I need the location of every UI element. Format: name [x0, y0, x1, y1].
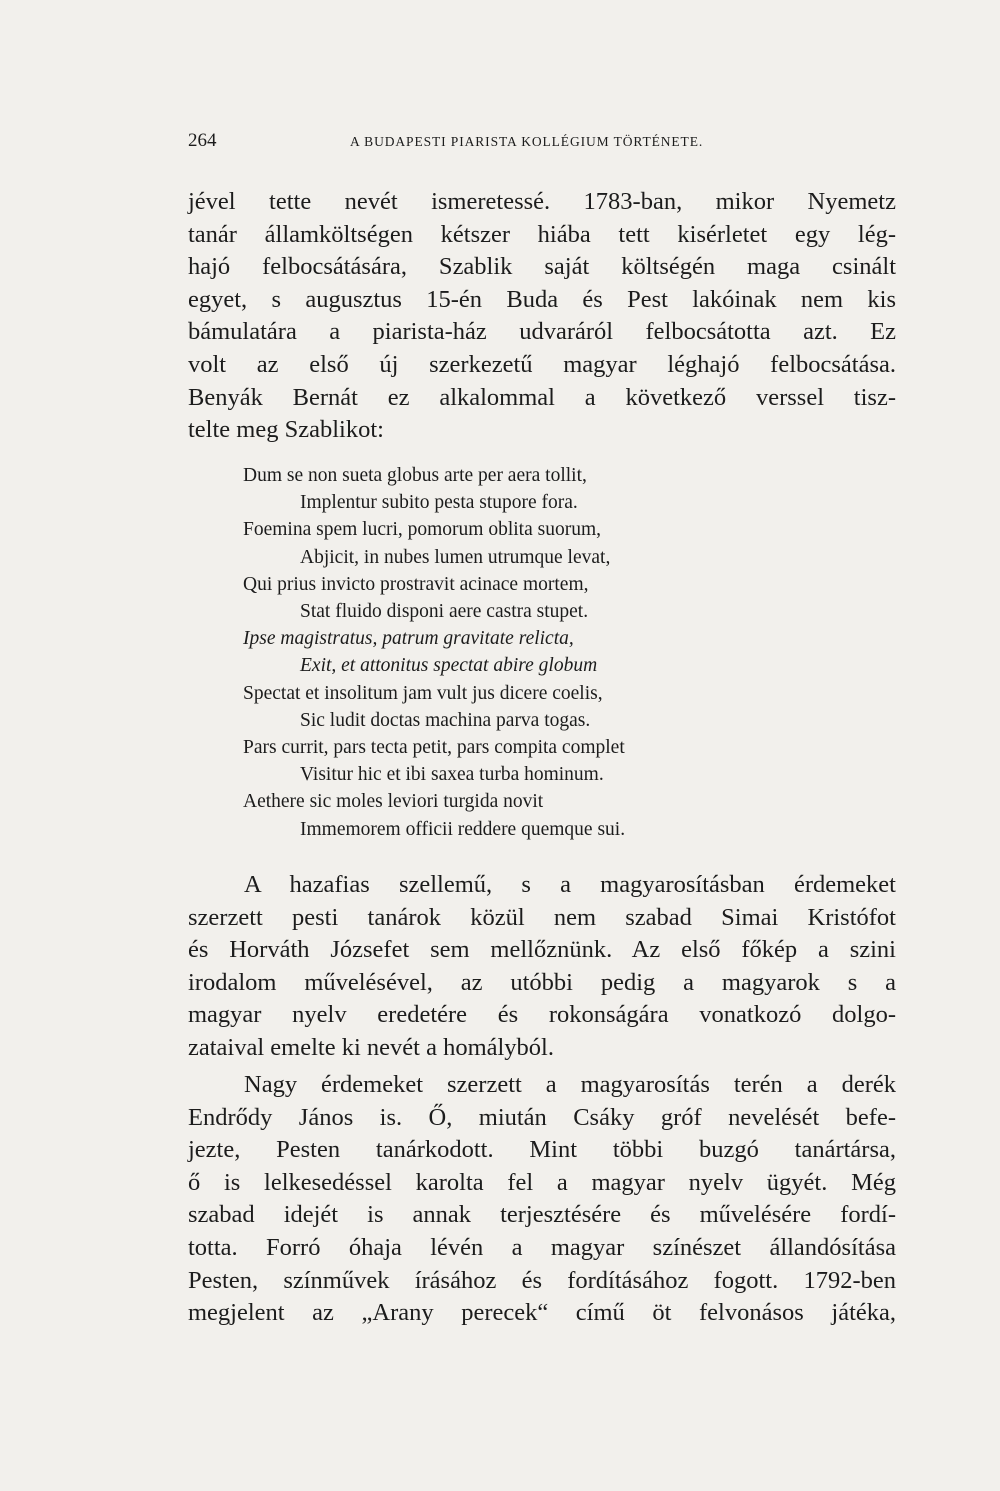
poem-line: Ipse magistratus, patrum gravitate relicta,	[243, 628, 574, 650]
text-line: Nagy érdemeket szerzett a magyarosítás terén a derék	[244, 1071, 896, 1098]
poem-line: Qui prius invicto prostravit acinace mortem,	[243, 573, 589, 595]
running-title: A BUDAPESTI PIARISTA KOLLÉGIUM TÖRTÉNETE.	[350, 134, 704, 149]
poem-line: Exit, et attonitus spectat abire globum	[300, 655, 598, 677]
text-line: szerzett pesti tanárok közül nem szabad Simai Kristófot	[188, 903, 896, 931]
text-line: ő is lelkesedéssel karolta fel a magyar nyelv ügyét. Még	[188, 1168, 896, 1196]
text-line: jével tette nevét ismeretessé. 1783-ban, mikor Nyemetz	[188, 188, 896, 215]
text-line: telte meg Szablikot:	[188, 416, 384, 444]
poem-line: Pars currit, pars tecta petit, pars compita complet	[243, 737, 625, 759]
text-line: irodalom művelésével, az utóbbi pedig a magyarok s a	[188, 968, 896, 996]
poem-line: Stat fluido disponi aere castra stupet.	[300, 601, 589, 623]
text-line: Endrődy János is. Ő, miután Csáky gróf nevelését befe-	[188, 1103, 896, 1131]
paragraph-simai-horvath	[188, 869, 896, 1065]
poem-line: Spectat et insolitum jam vult jus dicere coelis,	[243, 682, 603, 704]
poem-line: Immemorem officii reddere quemque sui.	[300, 818, 626, 840]
poem-line: Aethere sic moles leviori turgida novit	[243, 791, 544, 813]
text-line: egyet, s augusztus 15-én Buda és Pest lakóinak nem kis	[188, 285, 896, 313]
poem-line: Dum se non sueta globus arte per aera tollit,	[243, 465, 587, 486]
text-line: tanár államköltségen kétszer hiába tett kisérletet egy lég-	[188, 220, 896, 248]
text-line: és Horváth Józsefet sem mellőznünk. Az első főkép a szini	[188, 936, 896, 964]
text-line: hajó felbocsátására, Szablik saját költségén maga csinált	[188, 253, 896, 281]
paragraph-szablik-balloon	[188, 186, 896, 447]
poem-line: Sic ludit doctas machina parva togas.	[300, 709, 591, 731]
text-line: zataival emelte ki nevét a homályból.	[188, 1033, 554, 1061]
text-line: volt az első új szerkezetű magyar léghajó felbocsátása.	[188, 350, 896, 378]
poem-line: Foemina spem lucri, pomorum oblita suorum,	[243, 519, 601, 541]
text-line: Pesten, színművek írásához és fordításához fogott. 1792-ben	[188, 1266, 896, 1294]
text-line: bámulatára a piarista-ház udvaráról felbocsátotta azt. Ez	[188, 318, 896, 346]
text-line: A hazafias szellemű, s a magyarosításban érdemeket	[244, 871, 896, 898]
text-line: megjelent az „Arany perecek“ című öt felvonásos játéka,	[188, 1299, 896, 1327]
poem-line: Abjicit, in nubes lumen utrumque levat,	[300, 546, 611, 568]
poem-line: Implentur subito pesta stupore fora.	[300, 492, 578, 514]
poem-line: Visitur hic et ibi saxea turba hominum.	[300, 764, 604, 786]
text-line: jezte, Pesten tanárkodott. Mint többi buzgó tanártársa,	[188, 1136, 896, 1164]
text-line: totta. Forró óhaja lévén a magyar színészet állandósítása	[188, 1233, 896, 1261]
page-header	[188, 130, 896, 156]
latin-poem	[243, 462, 625, 843]
page-number: 264	[188, 130, 217, 151]
text-line: Benyák Bernát ez alkalommal a következő verssel tisz-	[188, 383, 896, 411]
text-line: szabad idejét is annak terjesztésére és művelésére fordí-	[188, 1201, 896, 1229]
text-line: magyar nyelv eredetére és rokonságára vonatkozó dolgo-	[188, 1001, 896, 1029]
paragraph-endrody	[188, 1069, 896, 1330]
